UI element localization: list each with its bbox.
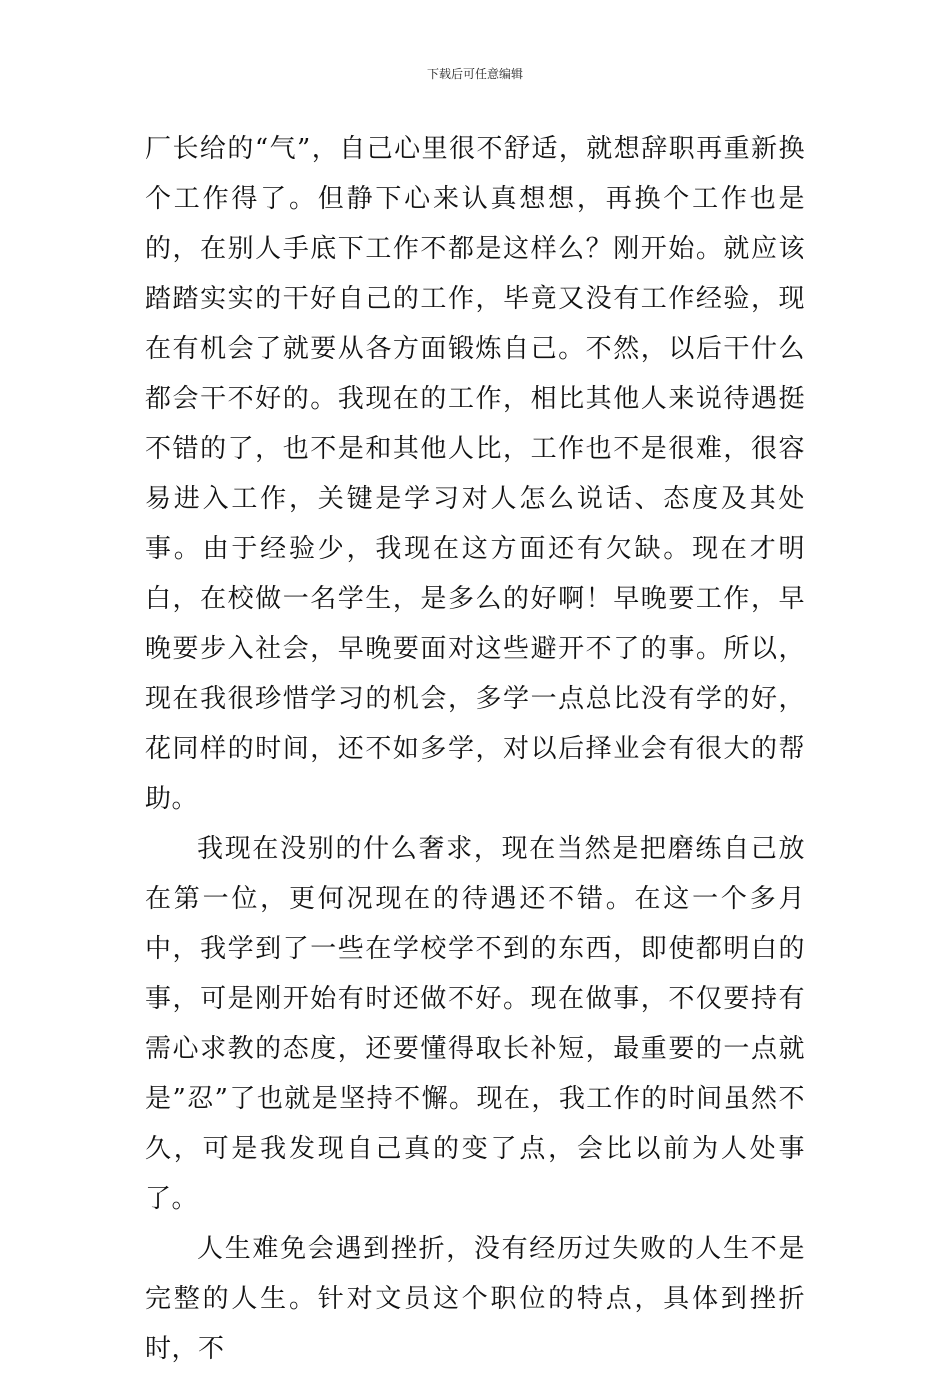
page-header: 下载后可任意编辑 (426, 67, 523, 81)
paragraph-2: 我现在没别的什么奢求，现在当然是把磨练自己放在第一位，更何况现在的待遇还不错。在这一个多月中，我学到了一些在学校学不到的东西，即使都明白的事，可是刚开始有时还做不好。现在做事，不仅要持有需心求教的态度，还要懂得取长补短，最重要的一点就是”忍”了也就是坚持不懈。现在，我工作的时间虽然不久，可是我发现自己真的变了点，会比以前为人处事了。 (145, 834, 805, 1214)
paragraph-3: 人生难免会遇到挫折，没有经历过失败的人生不是完整的人生。针对文员这个职位的特点，具体到挫折时，不 (145, 1234, 805, 1364)
paragraph-1: 厂长给的“气”，自己心里很不舒适，就想辞职再重新换个工作得了。但静下心来认真想想，再换个工作也是的，在别人手底下工作不都是这样么？刚开始。就应该踏踏实实的干好自己的工作，毕竟又没有工作经验，现在有机会了就要从各方面锻炼自己。不然，以后干什么都会干不好的。我现在的工作，相比其他人来说待遇挺不错的了，也不是和其他人比，工作也不是很难，很容易进入工作，关键是学习对人怎么说话、态度及其处事。由于经验少，我现在这方面还有欠缺。现在才明白，在校做一名学生，是多么的好啊！早晚要工作，早晚要步入社会，早晚要面对这些避开不了的事。所以，现在我很珍惜学习的机会，多学一点总比没有学的好，花同样的时间，还不如多学，对以后择业会有很大的帮助。 (145, 134, 805, 814)
document-body (145, 124, 805, 1374)
